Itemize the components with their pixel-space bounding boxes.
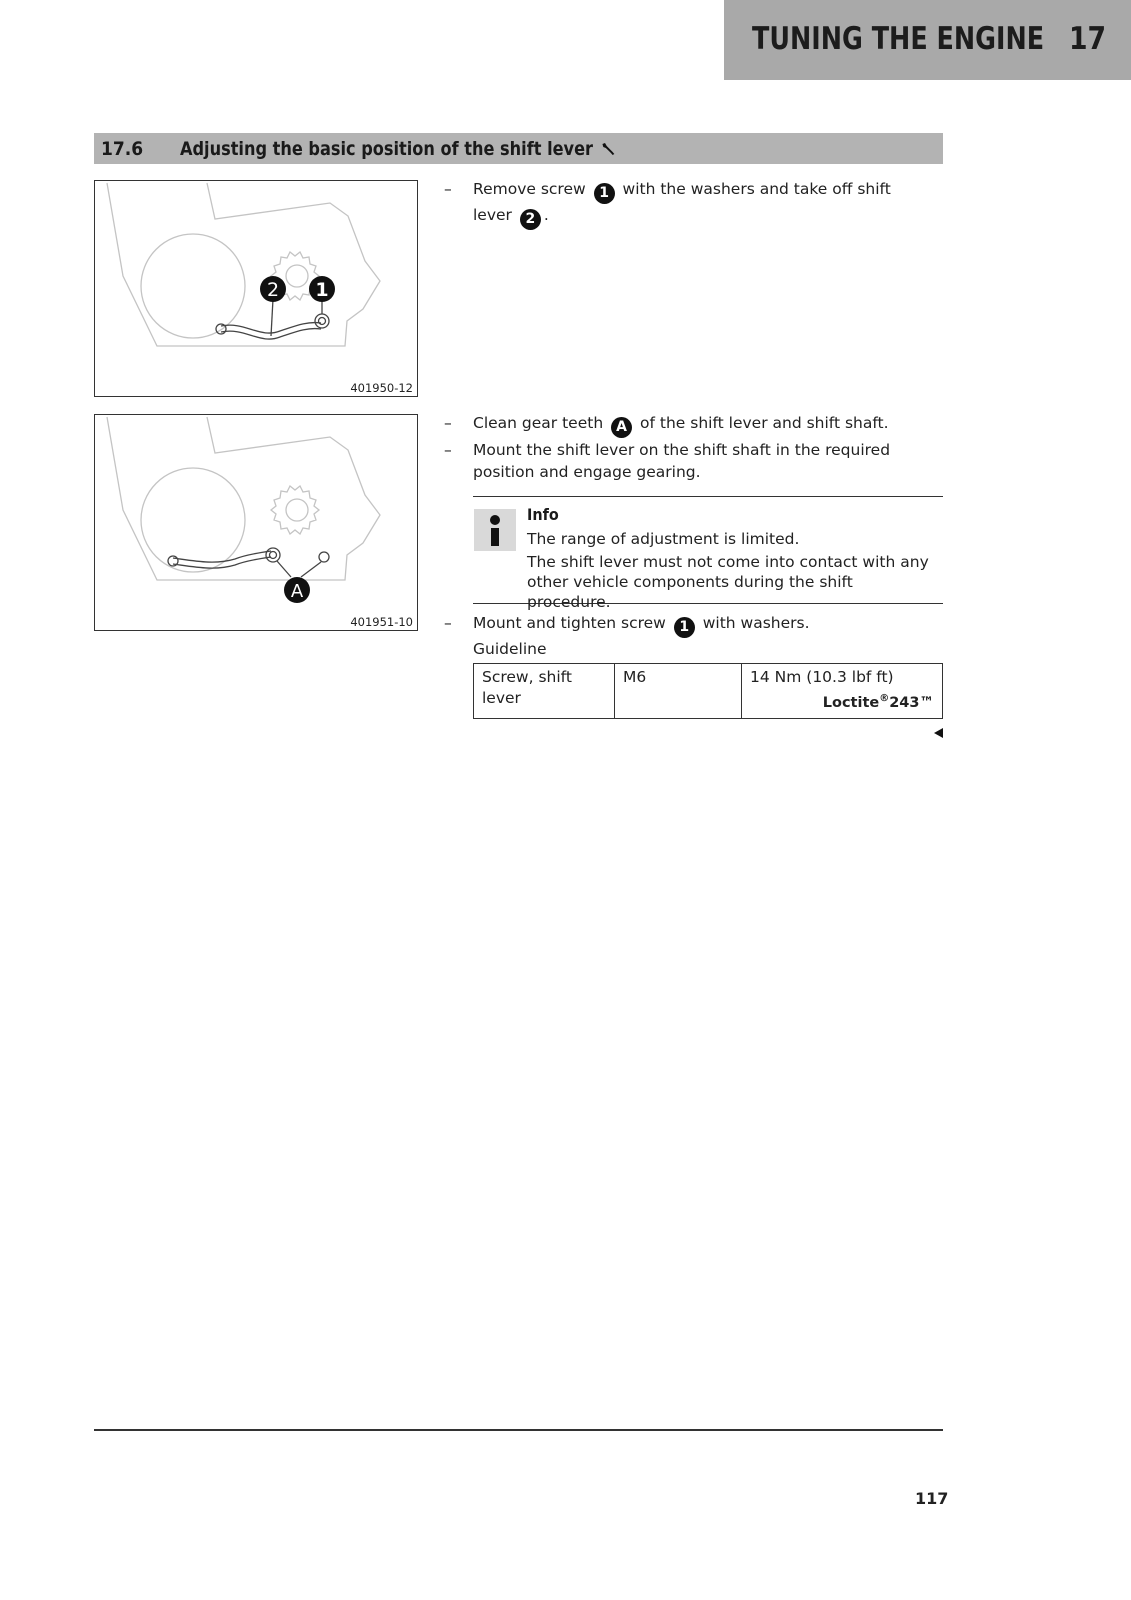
callout-1 bbox=[309, 276, 335, 302]
step-dash: – bbox=[444, 614, 452, 632]
section-end-marker-icon bbox=[934, 728, 943, 738]
step-text bbox=[473, 612, 953, 638]
step-text-part: of the shift lever and shift shaft. bbox=[640, 414, 889, 432]
step-dash: – bbox=[444, 441, 452, 459]
adhesive-name: Loctite bbox=[822, 694, 880, 711]
callout-A bbox=[284, 577, 310, 603]
torque-spec-table bbox=[473, 663, 943, 719]
section-number: 17.6 bbox=[101, 138, 144, 160]
spec-torque-cell bbox=[742, 664, 943, 719]
footer-divider bbox=[94, 1429, 943, 1431]
shift-lever-illustration-2 bbox=[95, 415, 417, 630]
info-line-2: The shift lever must not come into contact with any other vehicle components during the shift procedure. bbox=[527, 553, 929, 611]
table-row bbox=[474, 664, 943, 719]
section-title-text: Adjusting the basic position of the shift lever bbox=[180, 138, 594, 160]
svg-text:A: A bbox=[290, 581, 304, 602]
adhesive-suffix: 243™ bbox=[889, 694, 934, 711]
step-text bbox=[473, 412, 953, 438]
step-text-part: Mount and tighten screw bbox=[473, 614, 666, 632]
section-title bbox=[180, 138, 615, 160]
info-icon bbox=[474, 509, 516, 551]
step-dash: – bbox=[444, 414, 452, 432]
chapter-header bbox=[724, 0, 1131, 80]
callout-1-badge: 1 bbox=[594, 183, 615, 204]
callout-A-badge: A bbox=[611, 417, 632, 438]
spec-thread: M6 bbox=[615, 664, 742, 719]
spec-torque: 14 Nm (10.3 lbf ft) bbox=[750, 668, 894, 686]
callout-2-badge: 2 bbox=[520, 209, 541, 230]
step-text-part: Remove screw bbox=[473, 180, 586, 198]
spec-part: Screw, shift lever bbox=[474, 664, 615, 719]
figure-mount-shift-lever bbox=[94, 414, 418, 631]
step-text-part: with washers. bbox=[702, 614, 810, 632]
step-text-part: Clean gear teeth bbox=[473, 414, 604, 432]
chapter-number: 17 bbox=[1069, 21, 1107, 57]
adhesive-reg: ® bbox=[879, 693, 890, 704]
section-heading bbox=[94, 133, 943, 164]
figure-code: 401951-10 bbox=[350, 615, 413, 629]
callout-1-badge: 1 bbox=[674, 617, 695, 638]
step-dash: – bbox=[444, 180, 452, 198]
spec-adhesive bbox=[750, 688, 934, 714]
shift-lever-illustration-1 bbox=[95, 181, 417, 396]
svg-text:2: 2 bbox=[266, 279, 280, 301]
callout-2 bbox=[260, 276, 286, 302]
step-text: Mount the shift lever on the shift shaft in the required position and engage gearing. bbox=[473, 441, 891, 481]
chapter-title: TUNING THE ENGINE bbox=[752, 21, 1045, 57]
svg-text:1: 1 bbox=[315, 279, 329, 301]
info-title: Info bbox=[527, 505, 559, 524]
info-box bbox=[473, 496, 943, 611]
wrench-icon bbox=[601, 142, 615, 156]
figure-remove-shift-lever bbox=[94, 180, 418, 397]
step-text-part: with the washers and take off shift lever bbox=[473, 180, 891, 224]
guideline-label: Guideline bbox=[473, 640, 547, 658]
page-number: 117 bbox=[915, 1489, 949, 1508]
step-text-part: . bbox=[543, 206, 549, 224]
figure-code: 401950-12 bbox=[350, 381, 413, 395]
info-line-1: The range of adjustment is limited. bbox=[527, 530, 800, 548]
step-text bbox=[473, 178, 893, 230]
